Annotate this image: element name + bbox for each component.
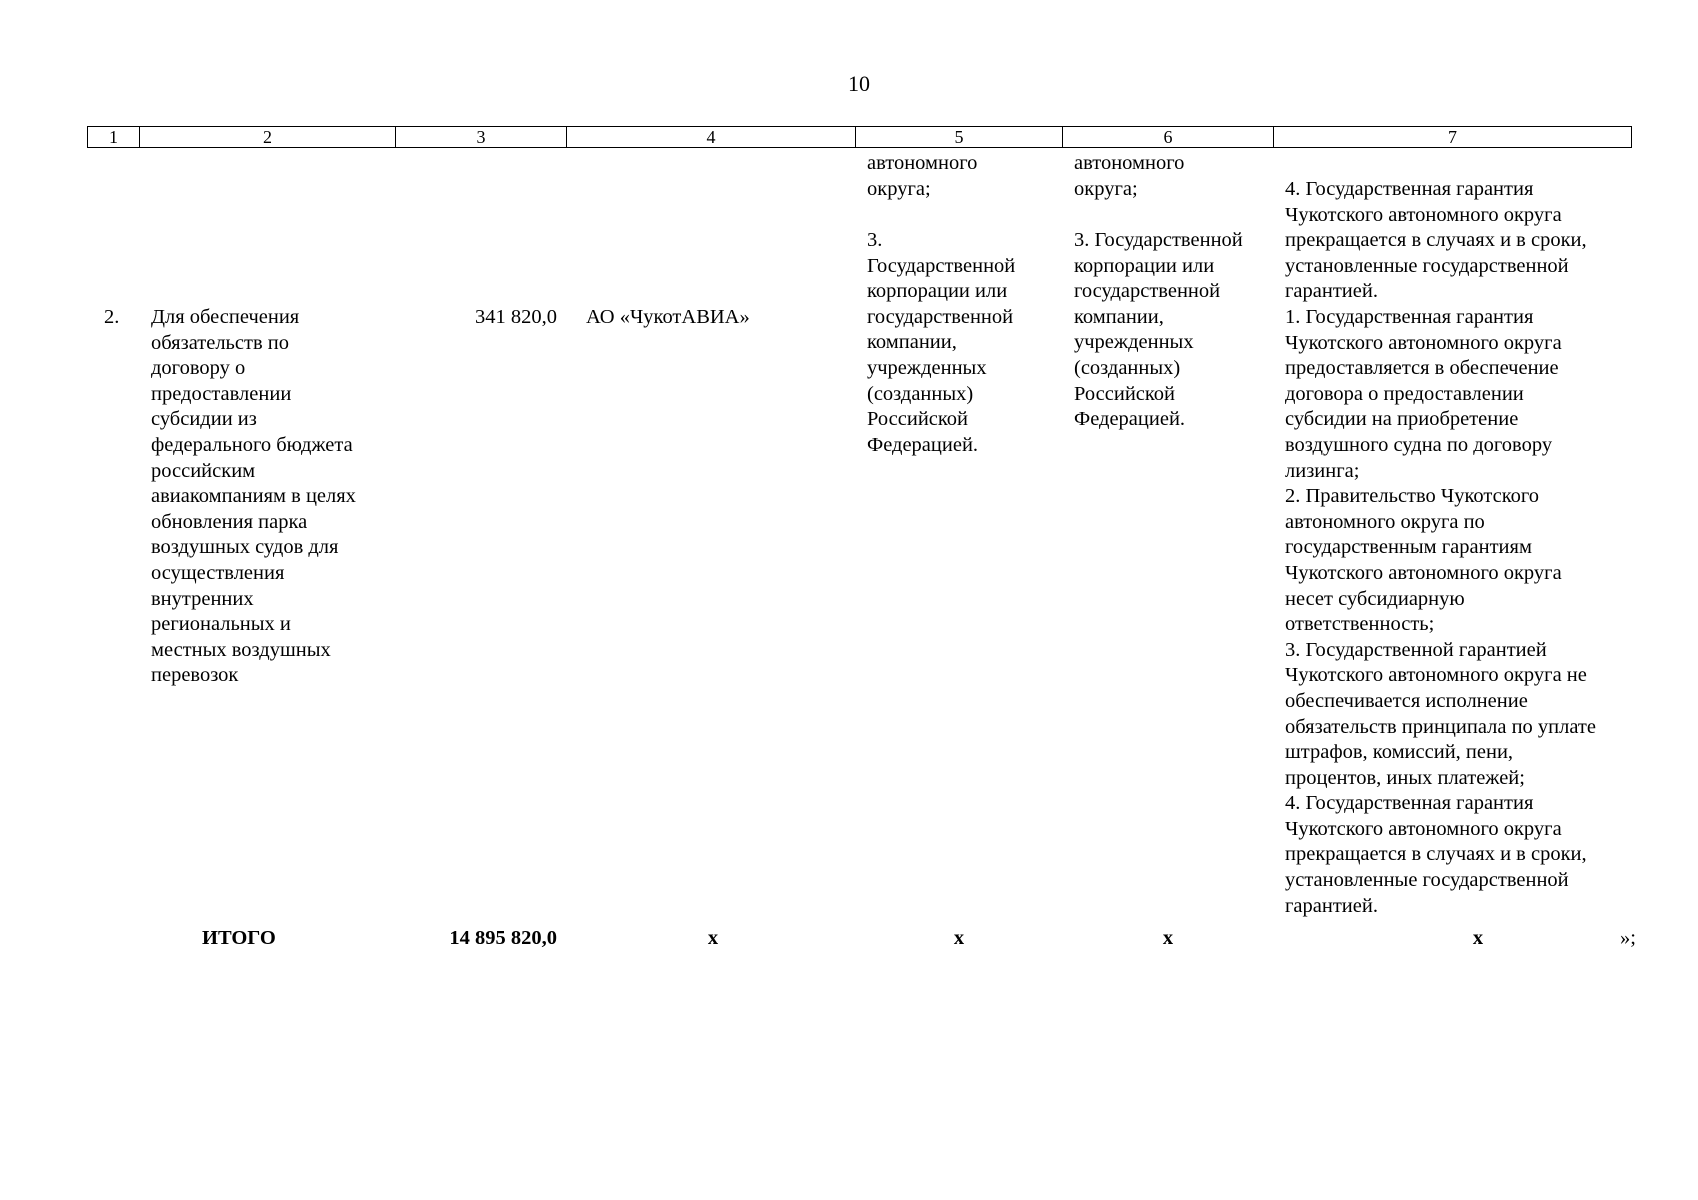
header-col-5: 5	[855, 126, 1062, 148]
col5-item-3: 3. Государственной корпорации или государственной компании, учрежденных (созданных) Российской Федерацией.	[867, 229, 1016, 456]
total-col6: х	[1162, 927, 1174, 949]
row-amount: 341 820,0	[475, 306, 557, 328]
col7-previous-item-4: 4. Государственная гарантия Чукотского автономного округа прекращается в случаях и в сроки, установленные государственной гарантией.	[1285, 178, 1587, 303]
col6-continuation: автономного округа;	[1074, 152, 1185, 200]
header-col-2: 2	[139, 126, 395, 148]
table-header-row	[87, 126, 1632, 148]
total-col5: х	[953, 927, 965, 949]
header-col-1: 1	[87, 126, 139, 148]
total-col7: х	[1472, 927, 1484, 949]
header-col-7: 7	[1273, 126, 1632, 148]
page-number: 10	[848, 71, 870, 96]
row-principal: АО «ЧукотАВИА»	[586, 306, 750, 328]
row-purpose: Для обеспечения обязательств по договору о предоставлении субсидии из федерального бюджета российским авиакомпаниям в целях обновления парка воздушных судов для осуществления внутренних региональных и местных воздушных перевозок	[151, 306, 356, 687]
col5-continuation: автономного округа;	[867, 152, 978, 200]
row-number: 2.	[104, 306, 120, 328]
closing-quote: »;	[1620, 927, 1636, 949]
col6-item-3: 3. Государственной корпорации или государственной компании, учрежденных (созданных) Российской Федерацией.	[1074, 229, 1243, 431]
col7-conditions: 1. Государственная гарантия Чукотского автономного округа предоставляется в обеспечение договора о предоставлении субсидии на приобретение воздушного судна по договору лизинга; 2. Правительство Чукотского автономного округа по государственным гарантиям Чукотского автономного округа несет субсидиарную ответственность; 3. Государственной гарантией Чукотского автономного округа не обеспечивается исполнение обязательств принципала по уплате штрафов, комиссий, пени, процентов, иных платежей; 4. Государственная гарантия Чукотского автономного округа прекращается в случаях и в сроки, установленные государственной гарантией.	[1285, 306, 1596, 917]
total-col4: х	[707, 927, 719, 949]
total-amount: 14 895 820,0	[449, 927, 557, 949]
total-label: ИТОГО	[202, 927, 276, 949]
header-col-4: 4	[566, 126, 855, 148]
header-col-6: 6	[1062, 126, 1273, 148]
header-col-3: 3	[395, 126, 566, 148]
